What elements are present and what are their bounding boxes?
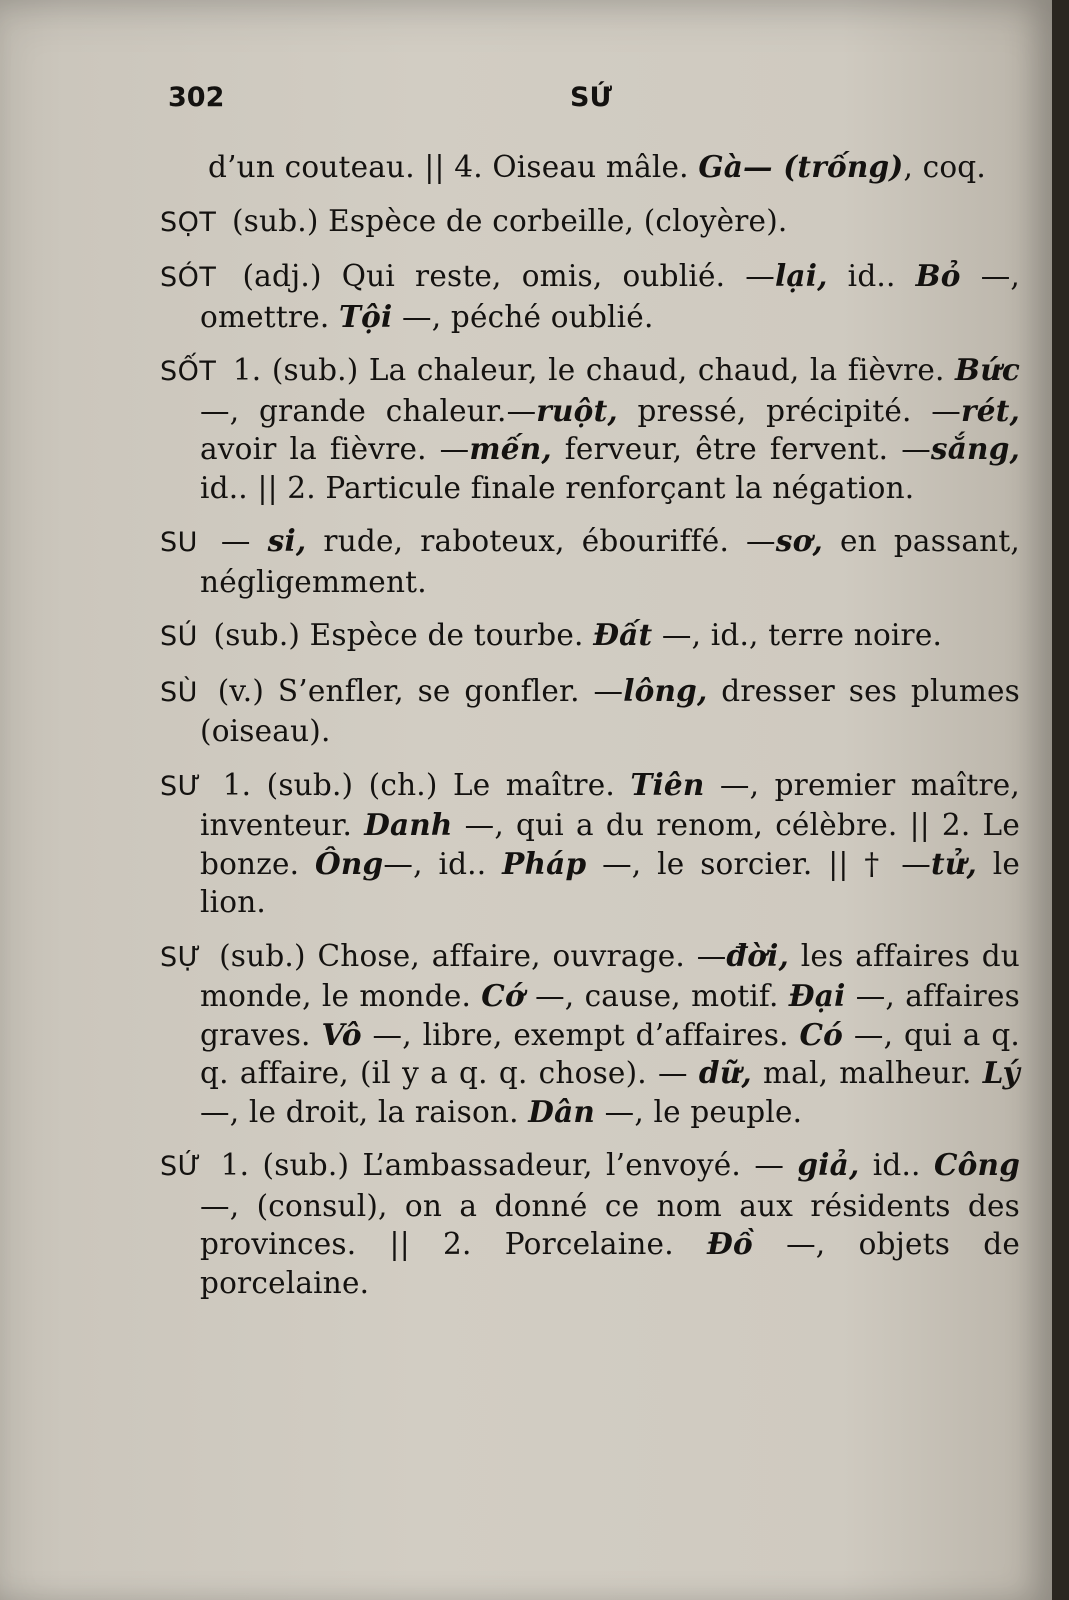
vietnamese-term: đời,	[726, 937, 790, 973]
definition-text: (v.) S’enfler, se gonfler. —	[203, 673, 624, 708]
definition-text: id.. || 2. Particule finale renforçant la négation.	[200, 470, 915, 505]
definition-text: (sub.) Espèce de tourbe.	[203, 618, 594, 652]
vietnamese-term: Bỏ	[915, 258, 961, 293]
definition-text: ferveur, être fervent. —	[551, 432, 931, 466]
entry-headword: SỰ	[160, 941, 202, 973]
definition-text: —, qui a q. q. affaire, (il y a q. q. chose). —	[200, 1017, 1020, 1090]
vietnamese-term: Tội	[339, 298, 393, 334]
definition-text: —, objets de porcelaine.	[200, 1227, 1020, 1300]
definition-text: en passant, négligemment.	[200, 524, 1021, 599]
vietnamese-term: Có	[799, 1016, 844, 1052]
definition-text: —, affaires graves.	[200, 979, 1020, 1052]
definition-text: le lion.	[200, 846, 1020, 919]
definition-text: (sub.) Espèce de corbeille, (cloyère).	[222, 203, 788, 238]
vietnamese-term: si,	[267, 523, 307, 558]
definition-text: dresser ses plumes (oiseau).	[200, 673, 1020, 748]
vietnamese-term: Pháp	[502, 845, 587, 881]
vietnamese-term: Cớ	[481, 978, 525, 1013]
definition-text: d’un couteau. || 4. Oiseau mâle.	[208, 150, 699, 184]
vietnamese-term: Công	[933, 1147, 1021, 1182]
entry-headword: SƯ	[160, 770, 202, 802]
dictionary-entry	[160, 522, 1020, 601]
definition-text: rude, raboteux, ébouriffé. —	[306, 524, 776, 558]
definition-text: 1. (sub.) (ch.) Le maître.	[207, 767, 631, 802]
definition-text: 1. (sub.) L’ambassadeur, l’envoyé. —	[207, 1148, 798, 1182]
definition-text: avoir la fièvre. —	[200, 432, 470, 466]
definition-text: —	[203, 524, 268, 558]
vietnamese-term: lại,	[775, 258, 828, 293]
definition-text: (adj.) Qui reste, omis, oublié. —	[222, 259, 775, 293]
vietnamese-term: Dân	[528, 1093, 596, 1129]
definition-text: —, (consul), on a donné ce nom aux résidents des provinces. || 2. Porcelaine.	[200, 1188, 1020, 1261]
definition-text: —, id., terre noire.	[652, 618, 943, 652]
entry-headword: SỨ	[160, 1151, 202, 1182]
dictionary-entry	[160, 148, 1020, 187]
definition-text: mal, malheur.	[751, 1056, 983, 1090]
definition-text: les affaires du monde, le monde.	[200, 938, 1020, 1013]
dictionary-entry	[160, 937, 1020, 1132]
definition-text: —, le droit, la raison.	[200, 1094, 529, 1129]
definition-text: 1. (sub.) La chaleur, le chaud, chaud, la fièvre.	[222, 353, 956, 387]
vietnamese-term: giả,	[797, 1147, 860, 1182]
definition-text: id..	[859, 1148, 934, 1182]
definition-text: pressé, précipité. —	[617, 393, 961, 428]
vietnamese-term: Đồ	[707, 1226, 753, 1261]
definition-text: —, le sorcier. || † —	[586, 846, 931, 881]
definition-text: —, id..	[383, 846, 503, 881]
definition-text: (sub.) Chose, affaire, ouvrage. —	[207, 938, 727, 973]
vietnamese-term: Vô	[321, 1016, 362, 1052]
vietnamese-term: Bức	[955, 352, 1020, 387]
vietnamese-term: Tiên	[630, 766, 705, 802]
dictionary-entry	[160, 351, 1020, 507]
vietnamese-term: mến,	[469, 431, 552, 466]
dictionary-entry	[160, 1146, 1020, 1302]
dictionary-entry	[160, 202, 1020, 243]
vietnamese-term: Danh	[364, 807, 453, 842]
entry-headword: SÓT	[160, 262, 217, 293]
vietnamese-term: Gà— (trống)	[698, 149, 904, 184]
definition-text: id..	[827, 259, 916, 293]
vietnamese-term: Ông	[315, 845, 384, 881]
definition-text: —, omettre.	[200, 259, 1021, 334]
dictionary-entry	[160, 257, 1020, 336]
page-header	[168, 82, 1008, 122]
dictionary-entries	[160, 148, 1020, 1317]
entry-headword: SÙ	[160, 676, 198, 708]
dictionary-entry	[160, 672, 1020, 751]
vietnamese-term: Đại	[788, 978, 846, 1013]
dictionary-entry	[160, 616, 1020, 657]
definition-text: —, cause, motif.	[524, 979, 789, 1013]
running-head: SỨ	[570, 82, 613, 113]
definition-text: , coq.	[903, 150, 986, 184]
vietnamese-term: sắng,	[930, 431, 1020, 466]
dictionary-entry	[160, 766, 1020, 922]
vietnamese-term: tử,	[930, 845, 977, 881]
vietnamese-term: dữ,	[698, 1055, 752, 1090]
definition-text: —, péché oublié.	[392, 299, 654, 334]
vietnamese-term: lông,	[623, 672, 708, 708]
definition-text: —, qui a du renom, célèbre. || 2. Le bonze.	[200, 808, 1020, 881]
entry-headword: SỐT	[160, 356, 217, 387]
vietnamese-term: Đất	[593, 617, 653, 652]
entry-headword: SU	[160, 527, 198, 558]
entry-headword: SÚ	[160, 621, 198, 652]
definition-text: —, premier maître, inventeur.	[200, 767, 1020, 842]
page-number: 302	[168, 82, 225, 113]
vietnamese-term: sơ,	[775, 523, 823, 558]
vietnamese-term: rét,	[960, 392, 1020, 428]
definition-text: —, libre, exempt d’affaires.	[361, 1017, 800, 1052]
definition-text: —, le peuple.	[595, 1094, 803, 1129]
vietnamese-term: ruột,	[536, 392, 618, 428]
definition-text: —, grande chaleur.—	[200, 393, 537, 428]
vietnamese-term: Lý	[982, 1055, 1020, 1090]
entry-headword: SỌT	[160, 206, 217, 238]
